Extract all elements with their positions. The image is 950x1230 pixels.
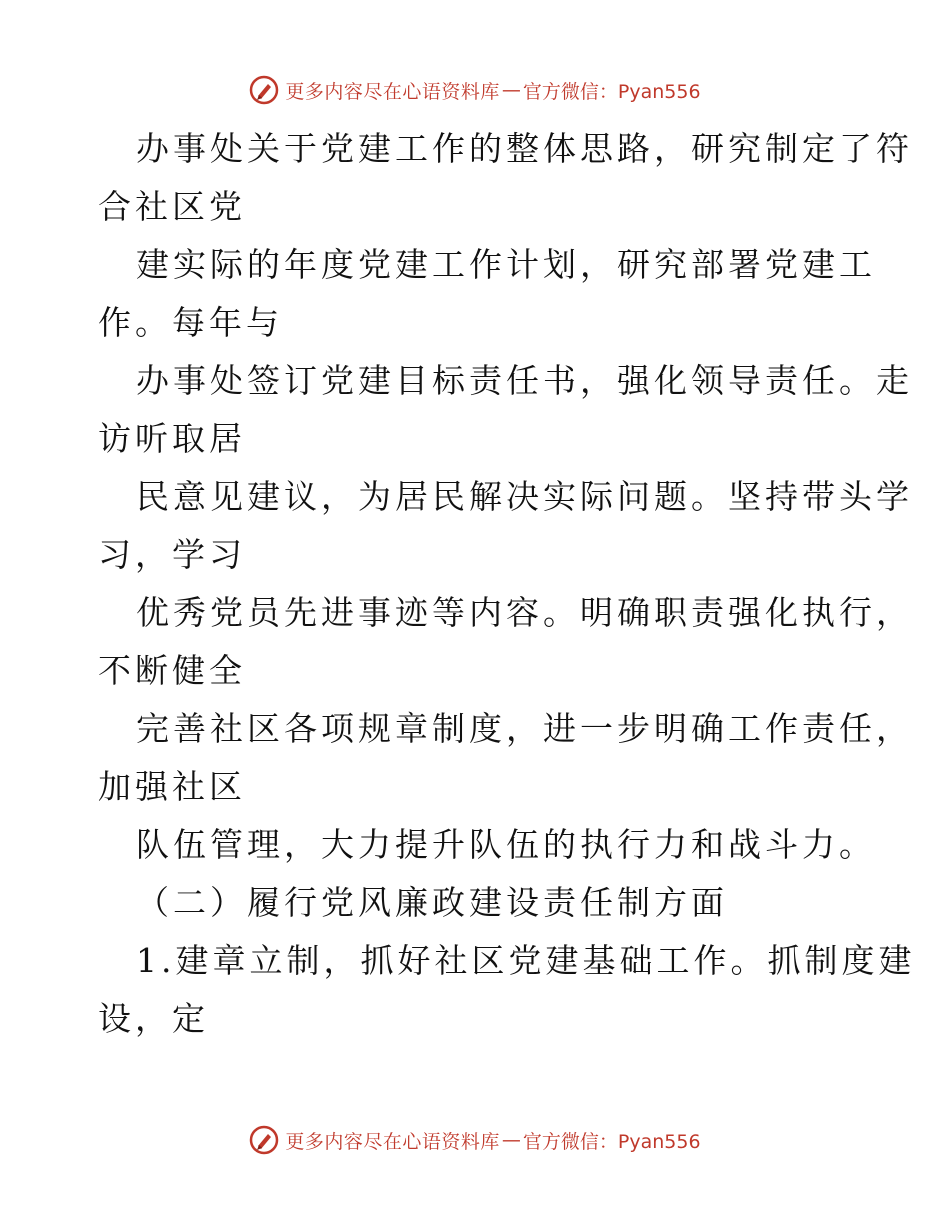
- text-line: 1.建章立制，抓好社区党建基础工作。抓制度建: [136, 941, 916, 980]
- footer-watermark: [0, 1120, 950, 1160]
- text-line: 优秀党员先进事迹等内容。明确职责强化执行，: [136, 593, 913, 632]
- text-line: 访听取居: [98, 419, 246, 458]
- text-line: 办事处签订党建目标责任书，强化领导责任。走: [136, 361, 913, 400]
- text-line: 设，定: [98, 999, 209, 1038]
- watermark-separator: —: [501, 1129, 521, 1151]
- watermark-text: 更多内容尽在心语资料库: [285, 1130, 500, 1153]
- pen-logo-icon: [249, 1125, 279, 1155]
- pen-logo-icon: [249, 75, 279, 105]
- text-line: 加强社区: [98, 767, 246, 806]
- section-heading: （二）履行党风廉政建设责任制方面: [136, 883, 728, 922]
- text-line: 作。每年与: [98, 303, 283, 342]
- watermark-contact: 官方微信：Pyan556: [522, 80, 701, 103]
- text-line: 办事处关于党建工作的整体思路，研究制定了符: [136, 129, 913, 168]
- header-watermark: [0, 70, 950, 110]
- watermark-separator: —: [501, 79, 521, 101]
- watermark-text: 更多内容尽在心语资料库: [285, 80, 500, 103]
- text-line: 不断健全: [98, 651, 246, 690]
- watermark-contact: 官方微信：Pyan556: [522, 1130, 701, 1153]
- text-line: 习，学习: [98, 535, 246, 574]
- text-line: 完善社区各项规章制度，进一步明确工作责任，: [136, 709, 913, 748]
- text-line: 建实际的年度党建工作计划，研究部署党建工: [136, 245, 876, 284]
- text-line: 合社区党: [98, 187, 246, 226]
- text-line: 队伍管理，大力提升队伍的执行力和战斗力。: [136, 825, 876, 864]
- text-line: 民意见建议，为居民解决实际问题。坚持带头学: [136, 477, 913, 516]
